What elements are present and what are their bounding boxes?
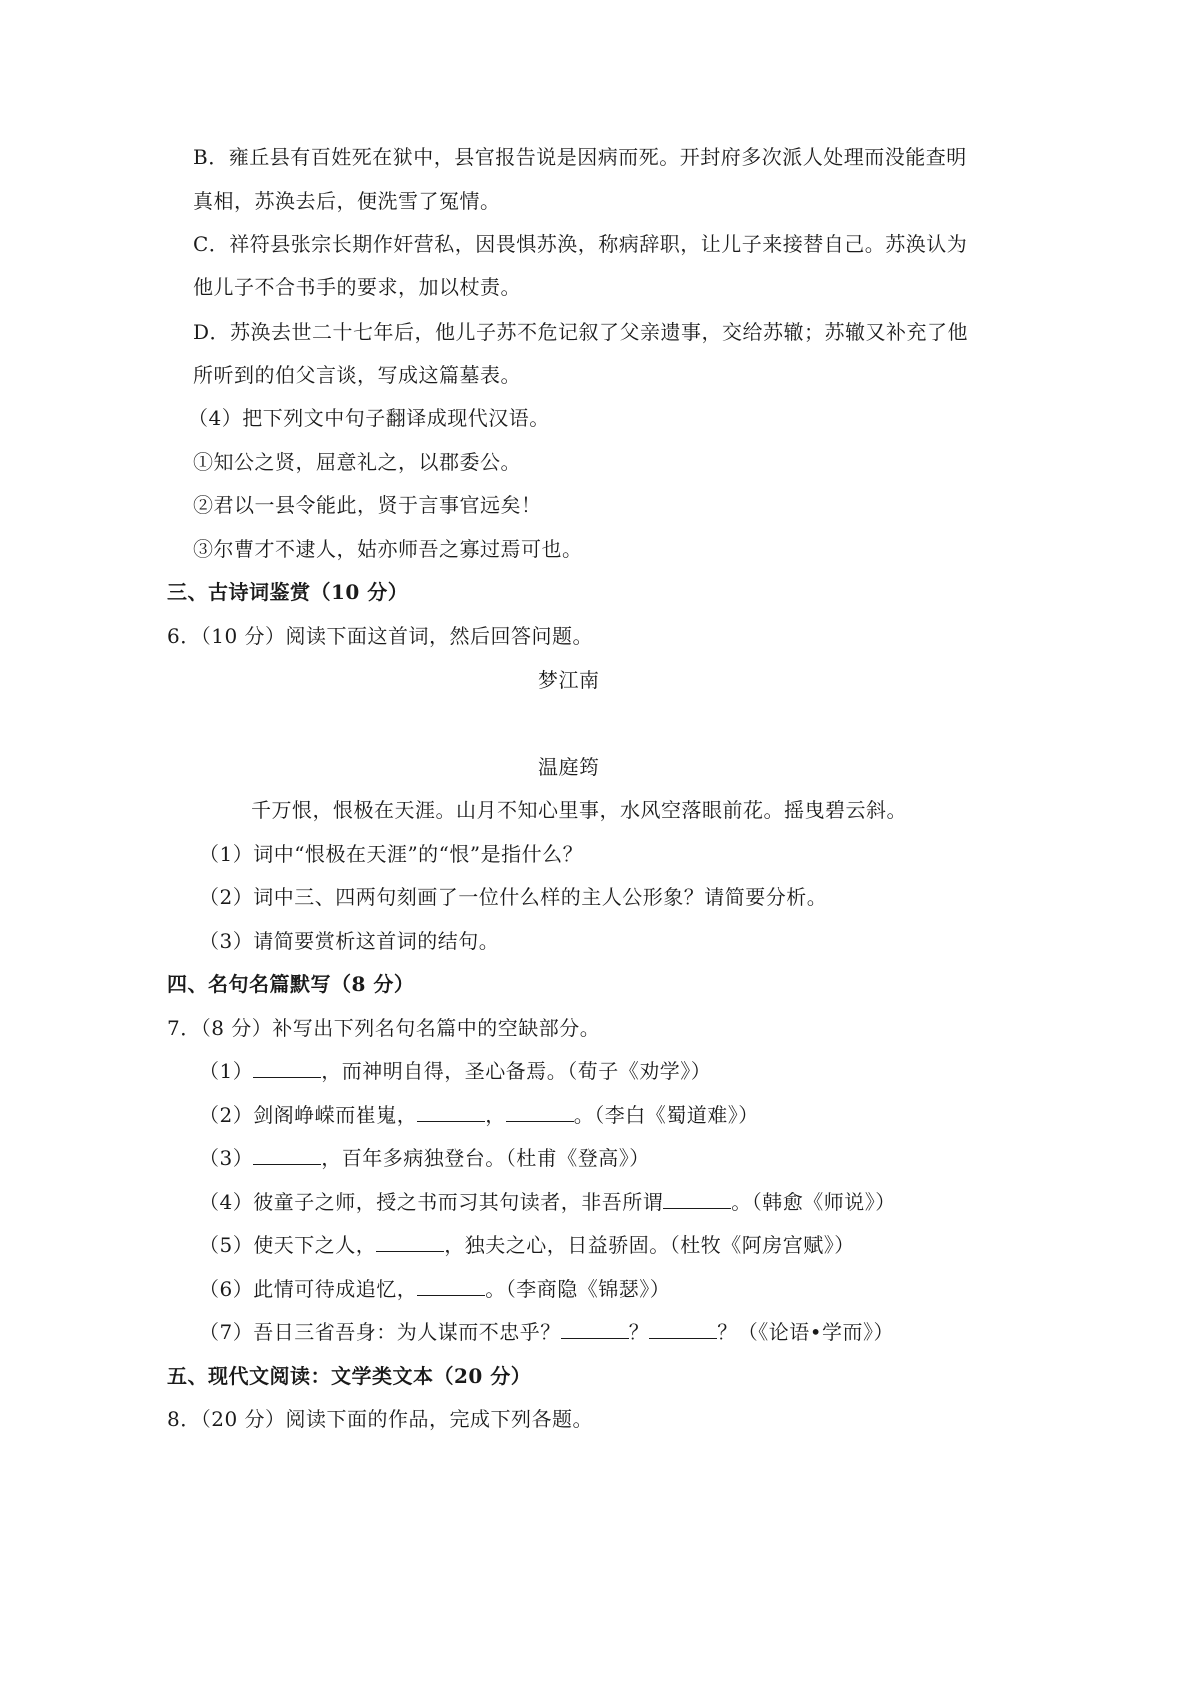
fill-item-2-middle: ，: [485, 1103, 506, 1127]
answer-blank[interactable]: [506, 1103, 574, 1122]
answer-blank[interactable]: [417, 1277, 485, 1296]
poem-text: 千万恨，恨极在天涯。山月不知心里事，水风空落眼前花。摇曳碧云斜。: [251, 798, 907, 822]
fill-item-1-suffix: ，而神明自得，圣心备焉。（荀子《劝学》）: [321, 1059, 712, 1083]
fill-item-1-prefix: （1）: [199, 1059, 254, 1083]
answer-blank[interactable]: [649, 1320, 717, 1339]
question-6-sub-1: （1）词中“恨极在天涯”的“恨”是指什么？: [199, 842, 584, 866]
poem-title: 梦江南: [538, 668, 600, 692]
option-c-line2: 他儿子不合书手的要求，加以杖责。: [193, 275, 521, 299]
fill-item-2-prefix: （2）剑阁峥嵘而崔嵬，: [199, 1103, 418, 1127]
answer-blank[interactable]: [663, 1190, 731, 1209]
fill-item-6-suffix: 。（李商隐《锦瑟》）: [485, 1277, 671, 1301]
fill-item-5-suffix: ，独夫之心，日益骄固。（杜牧《阿房宫赋》）: [444, 1233, 855, 1257]
fill-item-1: [199, 1057, 711, 1085]
fill-item-7: [199, 1318, 894, 1346]
section-3-heading: 三、古诗词鉴赏（10 分）: [167, 580, 409, 604]
fill-item-7-suffix: ？（《论语•学而》）: [717, 1320, 895, 1344]
poem-author: 温庭筠: [538, 755, 600, 779]
fill-item-4-prefix: （4）彼童子之师，授之书而习其句读者，非吾所谓: [199, 1190, 664, 1214]
fill-item-4-suffix: 。（韩愈《师说》）: [731, 1190, 896, 1214]
option-d-line2: 所听到的伯父言谈，写成这篇墓表。: [193, 363, 521, 387]
answer-blank[interactable]: [376, 1233, 444, 1252]
fill-item-5-prefix: （5）使天下之人，: [199, 1233, 377, 1257]
answer-blank[interactable]: [253, 1059, 321, 1078]
fill-item-5: [199, 1231, 855, 1259]
fill-item-3-prefix: （3）: [199, 1146, 254, 1170]
question-6-sub-3: （3）请简要赏析这首词的结句。: [199, 929, 500, 953]
answer-blank[interactable]: [417, 1103, 485, 1122]
option-c-line1: C．祥符县张宗长期作奸营私，因畏惧苏涣，称病辞职，让儿子来接替自己。苏涣认为: [193, 232, 968, 256]
fill-item-2: [199, 1101, 759, 1129]
question-6-sub-2: （2）词中三、四两句刻画了一位什么样的主人公形象？请简要分析。: [199, 885, 828, 909]
translate-prompt: （4）把下列文中句子翻译成现代汉语。: [188, 406, 550, 430]
question-8-stem: 8．（20 分）阅读下面的作品，完成下列各题。: [167, 1407, 594, 1431]
answer-blank[interactable]: [253, 1146, 321, 1165]
fill-item-3: [199, 1144, 650, 1172]
answer-blank[interactable]: [561, 1320, 629, 1339]
section-4-heading: 四、名句名篇默写（8 分）: [167, 972, 415, 996]
fill-item-3-suffix: ，百年多病独登台。（杜甫《登高》）: [321, 1146, 650, 1170]
translate-item-3: ③尔曹才不逮人，姑亦师吾之寡过焉可也。: [193, 537, 583, 561]
question-7-stem: 7．（8 分）补写出下列名句名篇中的空缺部分。: [167, 1016, 601, 1040]
question-6-stem: 6．（10 分）阅读下面这首词，然后回答问题。: [167, 624, 594, 648]
fill-item-6: [199, 1275, 670, 1303]
section-5-heading: 五、现代文阅读：文学类文本（20 分）: [167, 1364, 532, 1388]
option-d-line1: D．苏涣去世二十七年后，他儿子苏不危记叙了父亲遗事，交给苏辙；苏辙又补充了他: [193, 320, 969, 344]
fill-item-4: [199, 1188, 896, 1216]
option-b-line1: B．雍丘县有百姓死在狱中，县官报告说是因病而死。开封府多次派人处理而没能查明: [193, 145, 967, 169]
translate-item-2: ②君以一县令能此，贤于言事官远矣！: [193, 493, 542, 517]
fill-item-2-suffix: 。（李白《蜀道难》）: [573, 1103, 759, 1127]
fill-item-7-prefix: （7）吾日三省吾身：为人谋而不忠乎？: [199, 1320, 561, 1344]
translate-item-1: ①知公之贤，屈意礼之，以郡委公。: [193, 450, 521, 474]
option-b-line2: 真相，苏涣去后，便洗雪了冤情。: [193, 189, 501, 213]
fill-item-7-middle: ？: [628, 1320, 650, 1344]
fill-item-6-prefix: （6）此情可待成追忆，: [199, 1277, 418, 1301]
